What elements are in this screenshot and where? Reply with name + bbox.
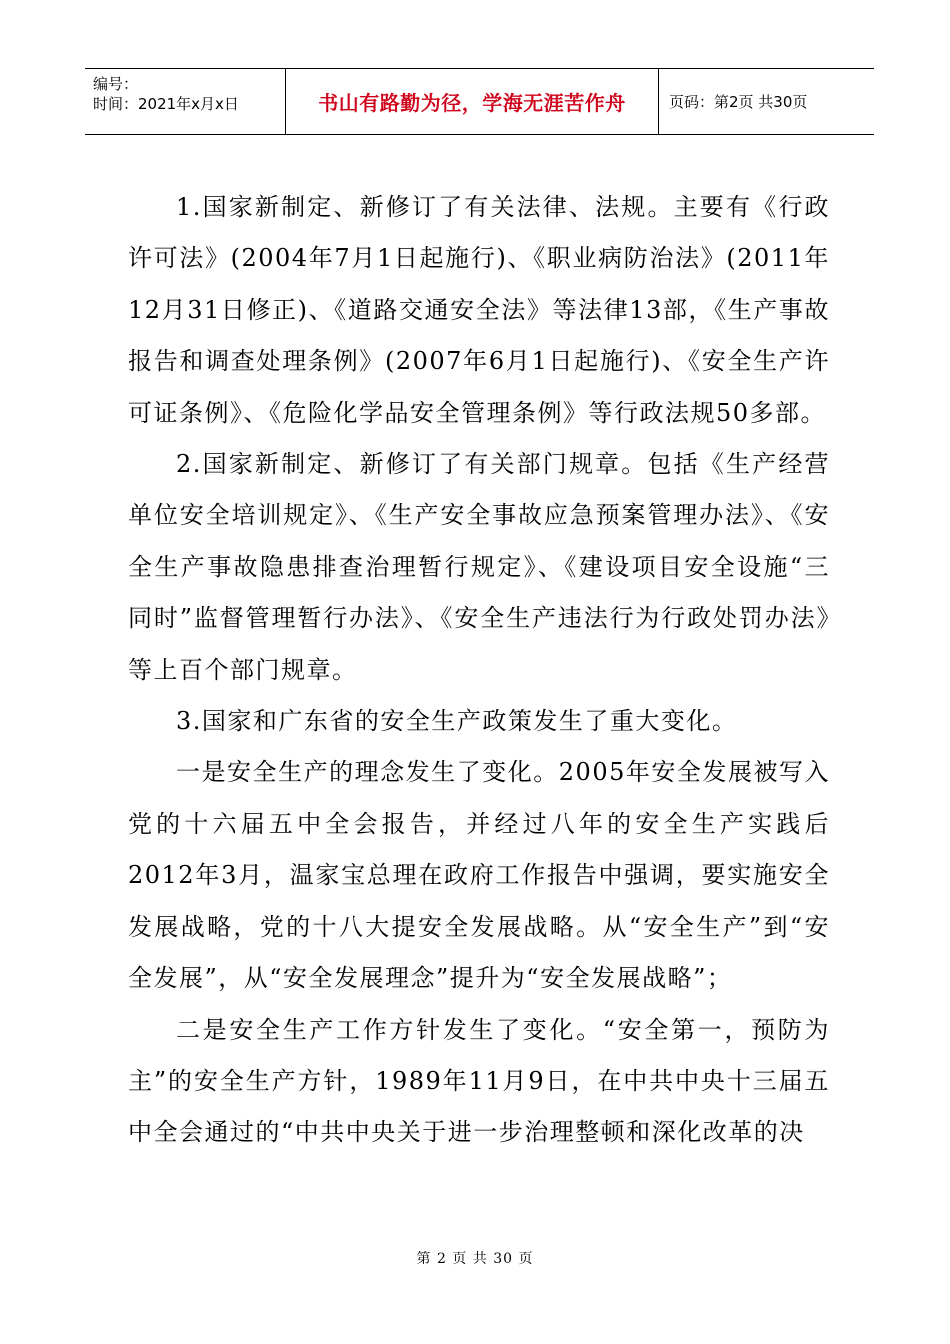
page-header — [85, 68, 874, 135]
header-page-info: 页码：第2页 共30页 — [669, 93, 808, 111]
document-number-label: 编号： — [93, 75, 139, 93]
header-motto-cell — [286, 69, 659, 134]
header-motto: 书山有路勤为径，学海无涯苦作舟 — [318, 91, 626, 115]
body-paragraph: 二是安全生产工作方针发生了变化。“安全第一，预防为主”的安全生产方针，1989年11月9日，在中共中央十三届五中全会通过的“中共中央关于进一步治理整顿和深化改革的决 — [128, 1015, 830, 1147]
document-time-label: 时间：2021年x月x日 — [93, 95, 239, 113]
document-body — [128, 182, 830, 1159]
page-footer: 第 2 页 共 30 页 — [416, 1251, 534, 1267]
header-meta-cell — [85, 69, 286, 134]
body-paragraph: 3.国家和广东省的安全生产政策发生了重大变化。 — [176, 707, 738, 736]
header-page-info-cell — [659, 69, 874, 134]
body-paragraph: 1.国家新制定、新修订了有关法律、法规。主要有《行政许可法》(2004年7月1日起施行)、《职业病防治法》(2011年12月31日修正)、《道路交通安全法》等法律13部，《生产事故报告和调查处理条例》(2007年6月1日起施行)、《安全生产许可证条例》、《危险化学品安全管理条例》等行政法规50多部。 — [128, 193, 830, 427]
body-paragraph: 2.国家新制定、新修订了有关部门规章。包括《生产经营单位安全培训规定》、《生产安全事故应急预案管理办法》、《安全生产事故隐患排查治理暂行规定》、《建设项目安全设施“三同时”监督管理暂行办法》、《安全生产违法行为行政处罚办法》等上百个部门规章。 — [128, 450, 830, 684]
body-paragraph: 一是安全生产的理念发生了变化。2005年安全发展被写入党的十六届五中全会报告，并经过八年的安全生产实践后2012年3月，温家宝总理在政府工作报告中强调，要实施安全发展战略，党的十八大提安全发展战略。从“安全生产”到“安全发展”，从“安全发展理念”提升为“安全发展战略”； — [128, 758, 830, 993]
